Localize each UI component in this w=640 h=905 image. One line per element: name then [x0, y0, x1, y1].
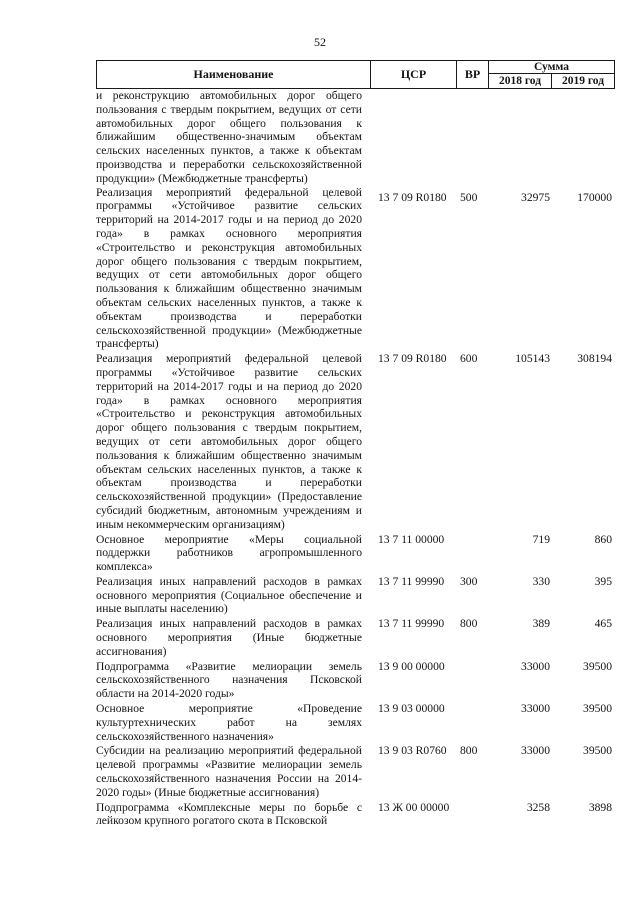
row-sum-2019: 39500 [583, 702, 612, 716]
row-name: Реализация иных направлений расходов в рамках основного мероприятия (Иные бюджетные ассигнования) [96, 617, 362, 658]
row-csr: 13 7 09 R0180 [378, 190, 447, 204]
table-body [96, 89, 615, 828]
row-name: и реконструкцию автомобильных дорог общего пользования с твердым покрытием, ведущих от сети автомобильных дорог общего пользования к ближайшим общественно-значимым объектам сельских населенных пунктов, а также к объектам производства и переработки сельскохозяйственной продукции» (Межбюджетные трансферты) [96, 89, 362, 185]
row-csr: 13 9 03 R0760 [378, 744, 447, 758]
row-sum-2018: 33000 [521, 702, 550, 716]
table-row [96, 801, 615, 829]
row-sum-2018: 32975 [521, 190, 550, 204]
row-csr: 13 7 11 00000 [378, 532, 445, 546]
row-sum-2018: 33000 [521, 659, 550, 673]
column-header-vr: ВР [457, 61, 489, 88]
row-csr: 13 9 00 00000 [378, 659, 445, 673]
column-header-name: Наименование [97, 61, 371, 88]
table-row [96, 702, 615, 743]
row-name: Основное мероприятие «Проведение культуртехнических работ на землях сельскохозяйственного назначения» [96, 702, 362, 743]
page-number: 52 [314, 35, 326, 49]
row-vr: 800 [460, 617, 478, 631]
row-name: Основное мероприятие «Меры социальной поддержки работников агропромышленного комплекса» [96, 532, 362, 574]
row-name: Подпрограмма «Развитие мелиорации земель сельскохозяйственного назначения Псковской области на 2014-2020 годы» [96, 659, 362, 701]
row-vr: 600 [460, 352, 478, 366]
row-sum-2019: 395 [594, 574, 612, 588]
table-row [96, 660, 615, 701]
column-header-csr: ЦСР [371, 61, 457, 88]
row-sum-2018: 389 [532, 617, 550, 631]
column-header-year-2018: 2018 год [489, 74, 552, 88]
row-sum-2018: 105143 [515, 352, 550, 366]
row-csr: 13 7 11 99990 [378, 574, 445, 588]
row-sum-2019: 170000 [577, 190, 612, 204]
row-sum-2019: 465 [594, 617, 612, 631]
table-row [96, 533, 615, 574]
row-name: Реализация иных направлений расходов в рамках основного мероприятия (Социальное обеспечение и иные выплаты населению) [96, 574, 362, 616]
row-name: Реализация мероприятий федеральной целевой программы «Устойчивое развитие сельских территорий на 2014-2017 годы и на период до 2020 года» в рамках основного мероприятия «Строительство и реконструкция автомобильных дорог общего пользования с твердым покрытием, ведущих от сети автомобильных дорог общего пользования к ближайшим общественно значимым объектам сельских населенных пунктов, а также к объектам производства и переработки сельскохозяйственной продукции» (Предоставление субсидий бюджетным, автономным учреждениям и иным некоммерческим организациям) [96, 352, 362, 531]
row-name: Субсидии на реализацию мероприятий федеральной целевой программы «Развитие мелиорации земель сельскохозяйственного назначения России на 2014-2020 годы» (Иные бюджетные ассигнования) [96, 744, 362, 799]
table-row [96, 89, 615, 186]
row-sum-2019: 39500 [583, 744, 612, 758]
row-name: Подпрограмма «Комплексные меры по борьбе с лейкозом крупного рогатого скота в Псковской [96, 800, 362, 828]
row-sum-2018: 3258 [526, 800, 550, 814]
table-header [96, 60, 615, 89]
row-csr: 13 9 03 00000 [378, 702, 445, 716]
table-row [96, 744, 615, 799]
row-sum-2019: 860 [594, 532, 612, 546]
row-sum-2019: 3898 [588, 800, 612, 814]
row-sum-2019: 308194 [577, 352, 612, 366]
row-csr: 13 7 09 R0180 [378, 352, 447, 366]
row-sum-2018: 33000 [521, 744, 550, 758]
row-vr: 300 [460, 574, 478, 588]
row-csr: 13 Ж 00 00000 [378, 800, 450, 814]
row-vr: 500 [460, 190, 478, 204]
column-header-sum: Сумма [489, 61, 614, 74]
column-header-year-2019: 2019 год [561, 75, 605, 87]
row-sum-2018: 330 [532, 574, 550, 588]
row-sum-2019: 39500 [583, 659, 612, 673]
table-row [96, 575, 615, 616]
row-name: Реализация мероприятий федеральной целевой программы «Устойчивое развитие сельских территорий на 2014-2017 годы и на период до 2020 года» в рамках основного мероприятия «Строительство и реконструкция автомобильных дорог общего пользования с твердым покрытием, ведущих от сети автомобильных дорог общего пользования к ближайшим общественно значимым объектам сельских населенных пунктов, а также к объектам производства и переработки сельскохозяйственной продукции» (Межбюджетные трансферты) [96, 185, 362, 351]
table-row [96, 617, 615, 658]
table-row [96, 352, 615, 531]
table-row [96, 186, 615, 352]
row-sum-2018: 719 [532, 532, 550, 546]
row-vr: 800 [460, 744, 478, 758]
row-csr: 13 7 11 99990 [378, 617, 445, 631]
